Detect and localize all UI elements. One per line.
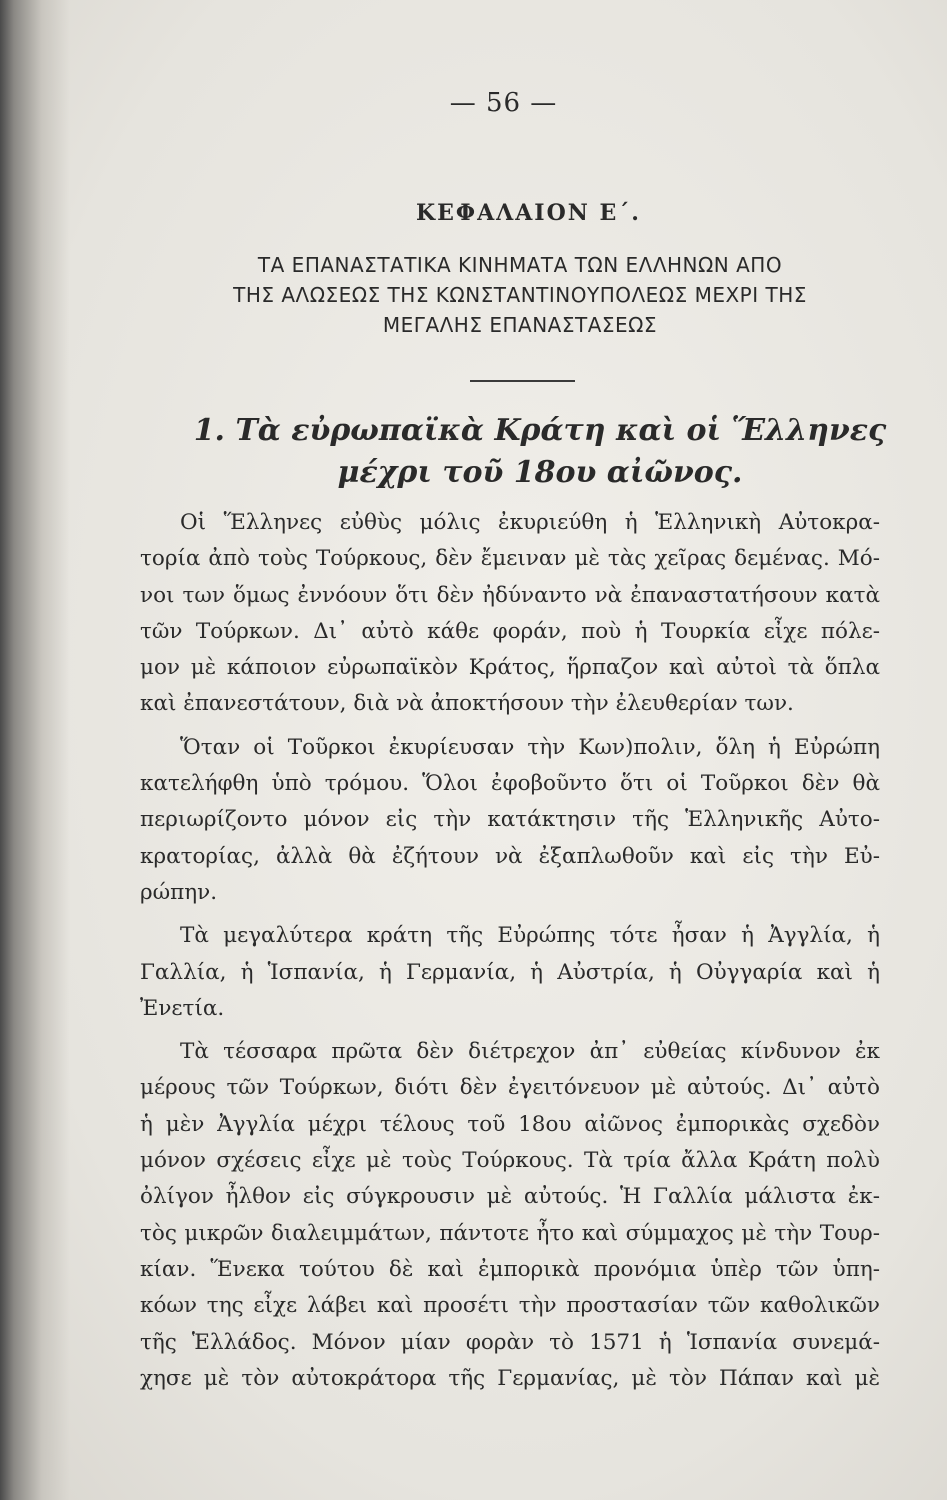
text-line: περιωρίζοντο μόνον εἰς τὴν κατάκτησιν τῆς Ἑλληνικῆς Αὐτο- (140, 807, 880, 833)
text-line: κατελήφθη ὑπὸ τρόμου. Ὅλοι ἐφοβοῦντο ὅτι οἱ Τοῦρκοι δὲν θὰ (140, 771, 880, 797)
body-text (140, 505, 880, 1404)
text-line: κίαν. Ἕνεκα τούτου δὲ καὶ ἐμπορικὰ προνόμια ὑπὲρ τῶν ὑπη- (140, 1256, 880, 1282)
chapter-subtitle-line: ΜΕΓΑΛΗΣ ΕΠΑΝΑΣΤΑΣΕΩΣ (382, 313, 658, 337)
chapter-subtitle-line: ΤΑ ΕΠΑΝΑΣΤΑΤΙΚΑ ΚΙΝΗΜΑΤΑ ΤΩΝ ΕΛΛΗΝΩΝ ΑΠΟ (257, 253, 783, 277)
section-heading-line: 1. Τὰ εὐρωπαϊκὰ Κράτη καὶ οἱ Ἕλληνες (193, 413, 887, 448)
text-line: μόνον σχέσεις εἶχε μὲ τοὺς Τούρκους. Τὰ τρία ἄλλα Κράτη πολὺ (140, 1148, 880, 1174)
text-line: τῆς Ἑλλάδος. Μόνον μίαν φορὰν τὸ 1571 ἡ Ἱσπανία συνεμά- (140, 1329, 880, 1355)
text-line: Γαλλία, ἡ Ἱσπανία, ἡ Γερμανία, ἡ Αὐστρία, ἡ Οὐγγαρία καὶ ἡ (140, 959, 880, 985)
section-heading-line: μέχρι τοῦ 18ου αἰῶνος. (337, 455, 743, 490)
text-line: μον μὲ κάποιον εὐρωπαϊκὸν Κράτος, ἥρπαζον καὶ αὐτοὶ τὰ ὅπλα (140, 655, 880, 681)
chapter-subtitle-line: ΤΗΣ ΑΛΩΣΕΩΣ ΤΗΣ ΚΩΝΣΤΑΝΤΙΝΟΥΠΟΛΕΩΣ ΜΕΧΡΙ ΤΗΣ (233, 283, 807, 307)
text-line: κρατορίας, ἀλλὰ θὰ ἐζήτουν νὰ ἐξαπλωθοῦν καὶ εἰς τὴν Εὐ- (140, 843, 880, 869)
paragraph (140, 730, 880, 911)
text-line: Τὰ μεγαλύτερα κράτη τῆς Εὐρώπης τότε ἦσαν ἡ Ἀγγλία, ἡ (180, 923, 880, 949)
paragraph (140, 1034, 880, 1397)
text-line: μέρους τῶν Τούρκων, διότι δὲν ἐγειτόνευον μὲ αὐτούς. Δι᾿ αὐτὸ (140, 1075, 880, 1101)
text-line: νοι των ὅμως ἐννόουν ὅτι δὲν ἠδύναντο νὰ ἐπαναστατήσουν κατὰ (140, 582, 880, 608)
text-line: Τὰ τέσσαρα πρῶτα δὲν διέτρεχον ἀπ᾿ εὐθείας κίνδυνον ἐκ (180, 1039, 880, 1065)
paragraph (140, 505, 880, 723)
paragraph (140, 918, 880, 1027)
text-line: καὶ ἐπανεστάτουν, διὰ νὰ ἀποκτήσουν τὴν ἐλευθερίαν των. (140, 691, 794, 717)
page-number: — 56 — (449, 88, 558, 118)
text-line: τὸς μικρῶν διαλειμμάτων, πάντοτε ἦτο καὶ σύμμαχος μὲ τὴν Τουρ- (140, 1220, 880, 1246)
text-line: κόων της εἶχε λάβει καὶ προσέτι τὴν προστασίαν τῶν καθολικῶν (140, 1293, 880, 1319)
text-line: Οἱ Ἕλληνες εὐθὺς μόλις ἐκυριεύθη ἡ Ἑλληνικὴ Αὐτοκρα- (180, 510, 880, 535)
text-line: ὀλίγον ἦλθον εἰς σύγκρουσιν μὲ αὐτούς. Ἡ Γαλλία μάλιστα ἐκ- (140, 1184, 880, 1210)
chapter-subtitle (150, 250, 890, 340)
text-line: τορία ἀπὸ τοὺς Τούρκους, δὲν ἔμειναν μὲ τὰς χεῖρας δεμένας. Μό- (140, 546, 880, 572)
chapter-title: ΚΕΦΑΛΑΙΟΝ Ε΄. (416, 200, 641, 226)
section-divider (470, 380, 575, 382)
section-heading (190, 410, 890, 494)
text-line: ρώπην. (140, 879, 218, 905)
text-line: Ὅταν οἱ Τοῦρκοι ἐκυρίευσαν τὴν Κων)πολιν, ὅλη ἡ Εὐρώπη (180, 734, 880, 760)
text-line: ἡ μὲν Ἀγγλία μέχρι τέλους τοῦ 18ου αἰῶνος ἐμπορικὰς σχεδὸν (140, 1111, 880, 1137)
text-line: Ἐνετία. (140, 995, 225, 1021)
text-line: χησε μὲ τὸν αὐτοκράτορα τῆς Γερμανίας, μὲ τὸν Πάπαν καὶ μὲ (140, 1365, 880, 1391)
text-line: τῶν Τούρκων. Δι᾿ αὐτὸ κάθε φοράν, ποὺ ἡ Τουρκία εἶχε πόλε- (140, 618, 880, 644)
